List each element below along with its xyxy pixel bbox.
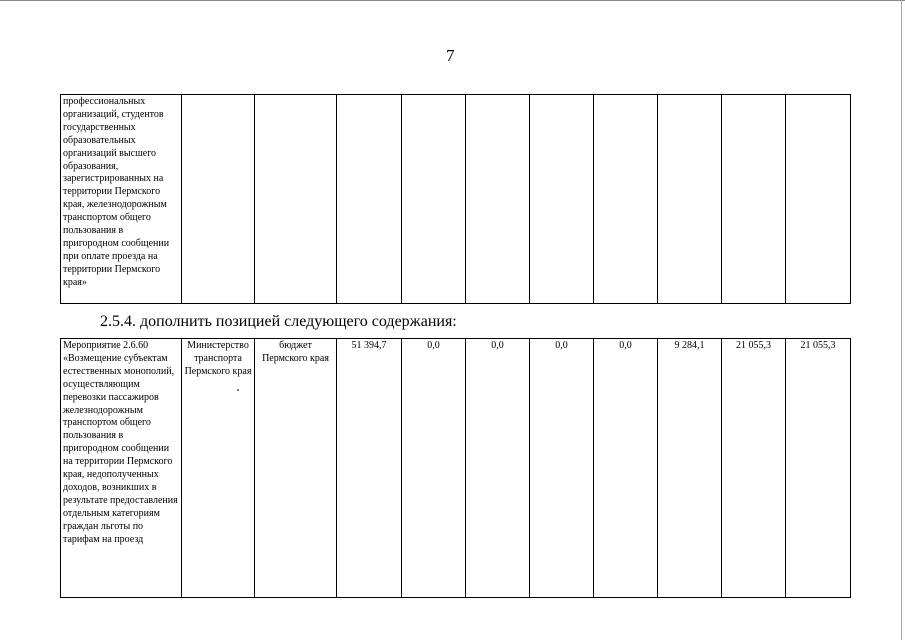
value-cell: 0,0 [466,339,530,598]
value-cell: 9 284,1 [658,339,722,598]
value-cell [402,95,466,304]
source-cell: бюджет Пермского края [255,339,337,598]
value-cell: 0,0 [594,339,658,598]
table-continued [60,94,851,304]
measure-name-cell: Мероприятие 2.6.60 «Возмещение субъектам естественных монополий, осуществляющим перевозки пассажиров железнодорожным транспортом общего пользования в пригородном сообщении на территории Пермского края, недополученных доходов, возникших в результате предоставления отдельным категориям граждан льготы по тарифам на проезд [61,339,182,598]
executor-cell: Министерство транспорта Пермского края [182,339,255,598]
value-cell: 51 394,7 [337,339,402,598]
scan-speck [237,389,239,391]
table-new-position [60,338,851,598]
value-cell [722,95,786,304]
source-cell [255,95,337,304]
table-row [61,95,851,304]
value-cell: 21 055,3 [722,339,786,598]
value-cell [337,95,402,304]
page-right-edge [901,0,902,640]
measure-name-cell: профессиональных организаций, студентов государственных образовательных организаций высшего образования, зарегистрированных на территории Пермского края, железнодорожным транспортом общего пользования в пригородном сообщении при оплате проезда на территории Пермского края» [61,95,182,304]
page-number: 7 [446,46,455,65]
page-top-edge [0,0,905,1]
section-heading: 2.5.4. дополнить позицией следующего содержания: [100,313,457,330]
table-row [61,339,851,598]
value-cell: 0,0 [402,339,466,598]
value-cell [786,95,851,304]
value-cell: 0,0 [530,339,594,598]
executor-cell [182,95,255,304]
value-cell [658,95,722,304]
value-cell [530,95,594,304]
value-cell [594,95,658,304]
value-cell: 21 055,3 [786,339,851,598]
value-cell [466,95,530,304]
